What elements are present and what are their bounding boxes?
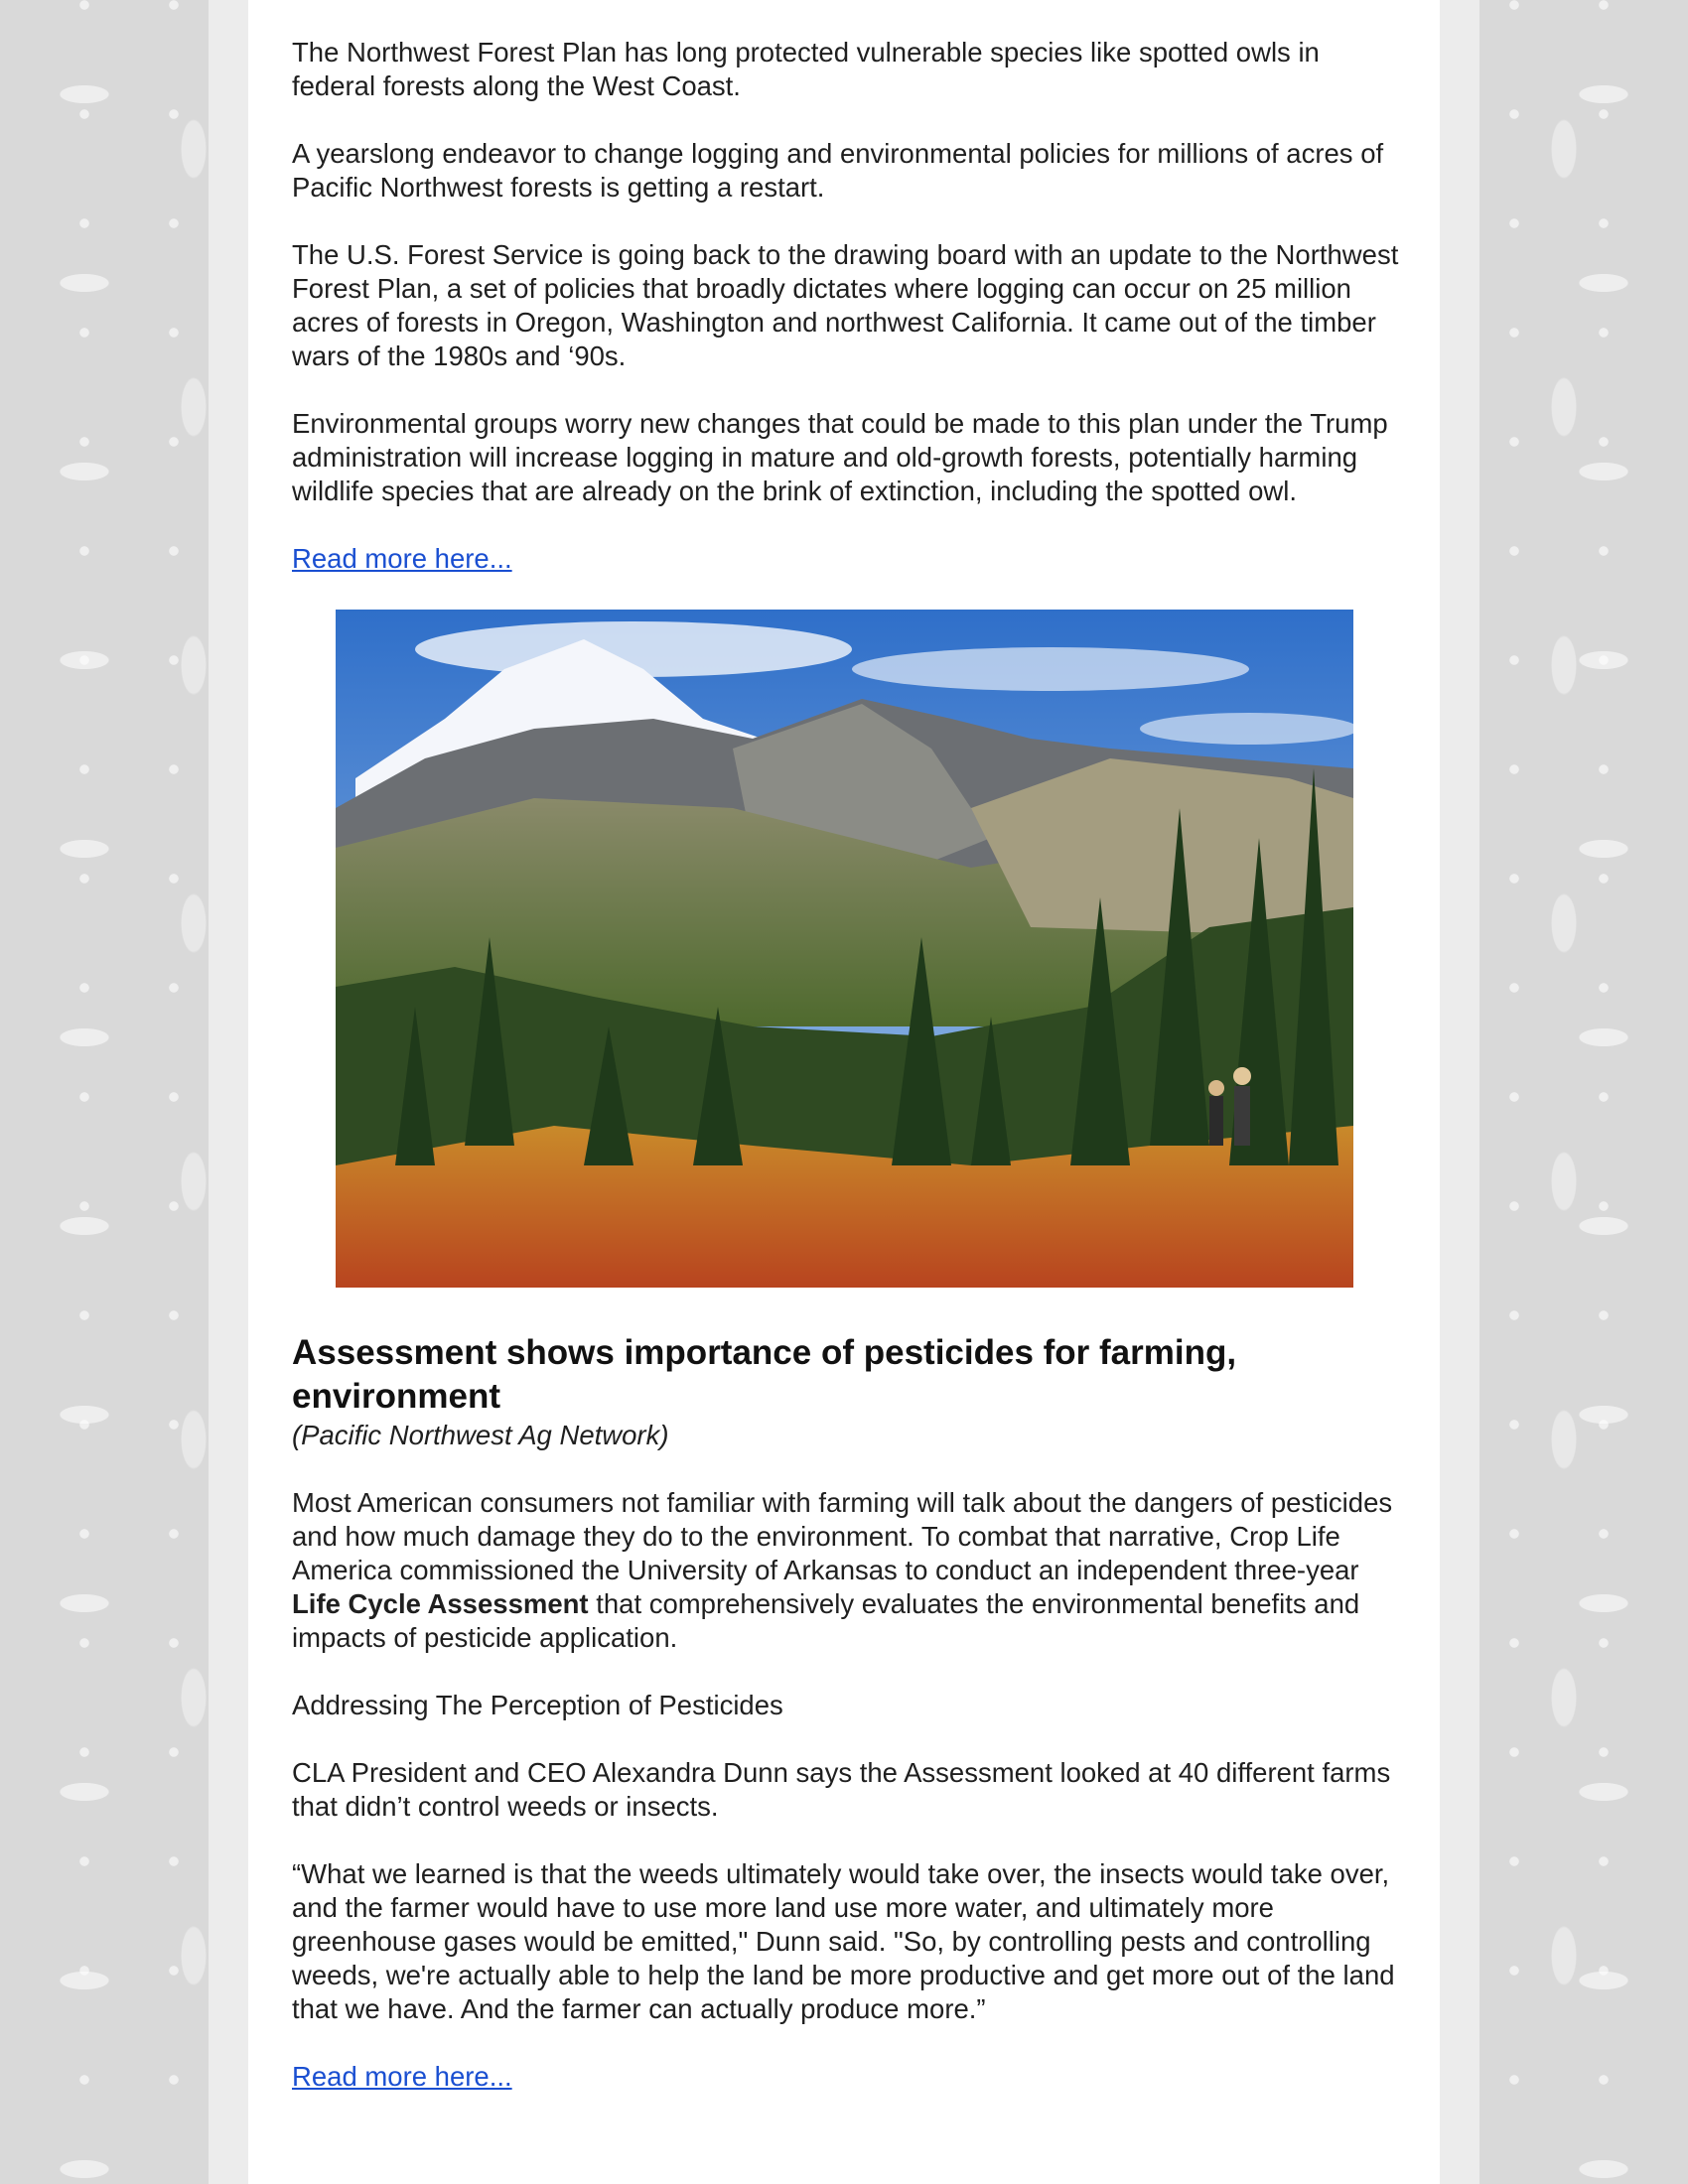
article2-headline: Assessment shows importance of pesticides for farming, environment [292, 1333, 1237, 1416]
article2-paragraph [292, 1486, 1404, 1655]
newsletter-content [292, 36, 1404, 2127]
read-more-link[interactable]: Read more here... [292, 2061, 512, 2092]
article2-quote: “What we learned is that the weeds ultimately would take over, the insects would take over, and the farmer would have to use more land use more water, and ultimately more greenhouse gases would be emitted," Dunn said. "So, by controlling pests and controlling weeds, we're actually able to help the land be more productive and get more out of the land that we have. And the farmer can actually produce more.” [292, 1858, 1395, 2024]
article2-subheading: Addressing The Perception of Pesticides [292, 1690, 783, 1720]
newsletter-card [248, 0, 1440, 2184]
mountain-forest-photo [336, 610, 1353, 1288]
read-more-link[interactable]: Read more here... [292, 543, 512, 574]
article2-source: (Pacific Northwest Ag Network) [292, 1420, 669, 1450]
article1-paragraph: The Northwest Forest Plan has long protected vulnerable species like spotted owls in federal forests along the West Coast. [292, 37, 1320, 101]
article1-read-more [292, 542, 1404, 576]
left-gutter [209, 0, 248, 2184]
article2-paragraph: CLA President and CEO Alexandra Dunn says the Assessment looked at 40 different farms that didn’t control weeds or insects. [292, 1757, 1391, 1822]
article1-paragraph: Environmental groups worry new changes that could be made to this plan under the Trump administration will increase logging in mature and old-growth forests, potentially harming wildlife species that are already on the brink of extinction, including the spotted owl. [292, 408, 1388, 506]
article2-paragraph-text: that comprehensively evaluates the environmental benefits and impacts of pesticide application. [292, 1588, 1360, 1653]
article1-paragraph: The U.S. Forest Service is going back to the drawing board with an update to the Northwest Forest Plan, a set of policies that broadly dictates where logging can occur on 25 million acres of forests in Oregon, Washington and northwest California. It came out of the timber wars of the 1980s and ‘90s. [292, 239, 1399, 371]
article2-read-more [292, 2060, 1404, 2094]
right-gutter [1440, 0, 1479, 2184]
article1-paragraph: A yearslong endeavor to change logging and environmental policies for millions of acres of Pacific Northwest forests is getting a restart. [292, 138, 1384, 203]
article2-paragraph-text: Most American consumers not familiar with farming will talk about the dangers of pesticides and how much damage they do to the environment. To combat that narrative, Crop Life America commissioned the University of Arkansas to conduct an independent three-year [292, 1487, 1393, 1585]
life-cycle-assessment-text: Life Cycle Assessment [292, 1588, 589, 1619]
